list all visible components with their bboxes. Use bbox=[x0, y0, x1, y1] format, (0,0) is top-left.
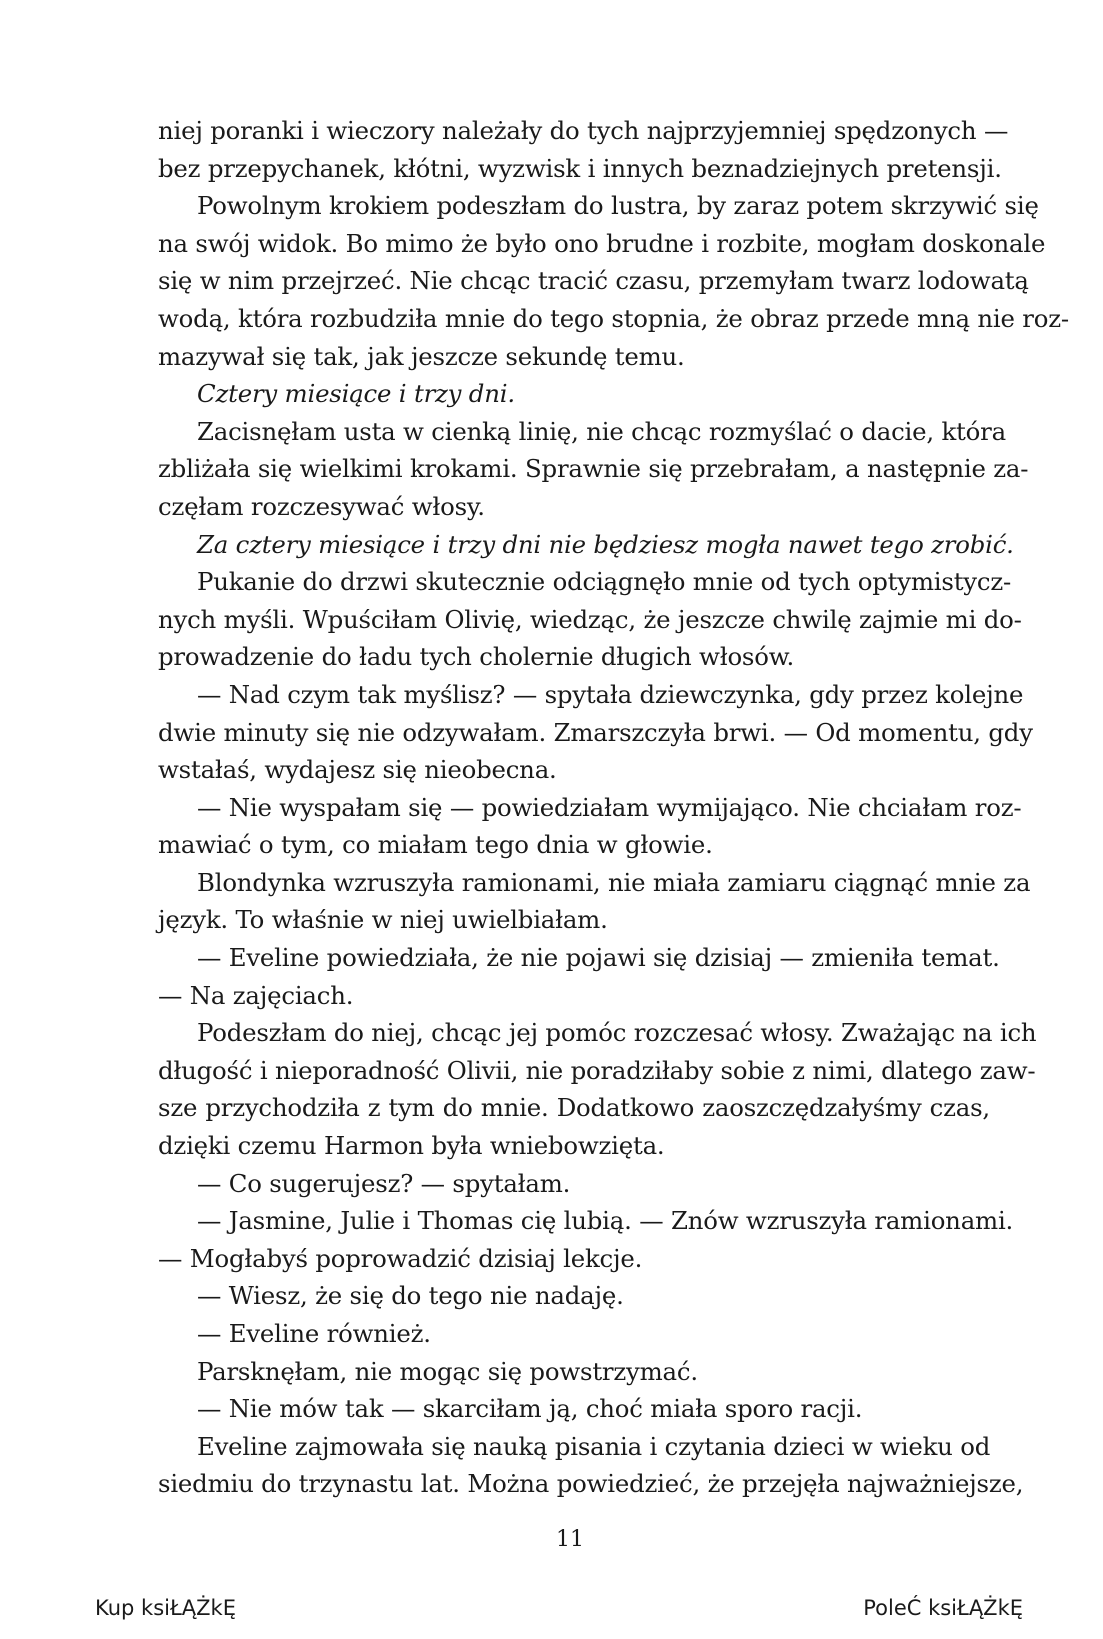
text-line: długość i nieporadność Olivii, nie poradziłaby sobie z nimi, dlatego zaw- bbox=[158, 1055, 1036, 1085]
text-line: — Nie mów tak — skarciłam ją, choć miała sporo racji. bbox=[197, 1394, 863, 1424]
text-line: na swój widok. Bo mimo że było ono brudne i rozbite, mogłam doskonale bbox=[158, 228, 1046, 258]
text-line: wstałaś, wydajesz się nieobecna. bbox=[158, 755, 557, 785]
text-line: wodą, która rozbudziła mnie do tego stopnia, że obraz przede mną nie roz- bbox=[158, 303, 1069, 333]
text-line: zbliżała się wielkimi krokami. Sprawnie się przebrałam, a następnie za- bbox=[158, 454, 1029, 484]
text-line: Pukanie do drzwi skutecznie odciągnęło mnie od tych optymistycz- bbox=[197, 567, 1012, 597]
text-line: — Eveline również. bbox=[197, 1319, 431, 1348]
text-line: mazywał się tak, jak jeszcze sekundę temu. bbox=[158, 341, 685, 371]
text-line: Zacisnęłam usta w cienką linię, nie chcąc rozmyślać o dacie, która bbox=[197, 416, 1006, 446]
text-line: język. To właśnie w niej uwielbiałam. bbox=[158, 905, 608, 935]
text-line: dwie minuty się nie odzywałam. Zmarszczyła brwi. — Od momentu, gdy bbox=[158, 717, 1033, 747]
text-line: Podeszłam do niej, chcąc jej pomóc rozczesać włosy. Zważając na ich bbox=[197, 1018, 1037, 1048]
text-line: — Nad czym tak myślisz? — spytała dziewczynka, gdy przez kolejne bbox=[197, 679, 1024, 709]
text-line: niej poranki i wieczory należały do tych najprzyjemniej spędzonych — bbox=[158, 116, 1009, 145]
page-body bbox=[158, 112, 1069, 1503]
text-line: częłam rozczesywać włosy. bbox=[158, 491, 485, 521]
page-number: 11 bbox=[556, 1527, 584, 1552]
text-line: siedmiu do trzynastu lat. Można powiedzieć, że przejęła najważniejsze, bbox=[158, 1469, 1024, 1499]
text-line: prowadzenie do ładu tych cholernie długich włosów. bbox=[158, 642, 795, 672]
text-line: Blondynka wzruszyła ramionami, nie miała zamiaru ciągnąć mnie za bbox=[197, 867, 1031, 897]
buy-book-link[interactable]: Kup ksiŁĄŻkĘ bbox=[95, 1596, 236, 1620]
text-line: mawiać o tym, co miałam tego dnia w głowie. bbox=[158, 830, 713, 860]
text-line: się w nim przejrzeć. Nie chcąc tracić czasu, przemyłam twarz lodowatą bbox=[158, 266, 1029, 296]
text-line: — Mogłabyś poprowadzić dzisiaj lekcje. bbox=[158, 1243, 643, 1273]
text-line: — Eveline powiedziała, że nie pojawi się dzisiaj — zmieniła temat. bbox=[197, 943, 1000, 973]
text-line: sze przychodziła z tym do mnie. Dodatkowo zaoszczędzałyśmy czas, bbox=[158, 1093, 990, 1123]
text-line: Parsknęłam, nie mogąc się powstrzymać. bbox=[197, 1356, 698, 1386]
text-line: nych myśli. Wpuściłam Olivię, wiedząc, że jeszcze chwilę zajmie mi do- bbox=[158, 604, 1022, 634]
text-line: — Jasmine, Julie i Thomas cię lubią. — Znów wzruszyła ramionami. bbox=[197, 1206, 1014, 1236]
text-line: dzięki czemu Harmon była wniebowzięta. bbox=[158, 1131, 665, 1161]
italic-text-line: Cztery miesiące i trzy dni. bbox=[197, 379, 515, 409]
text-line: — Nie wyspałam się — powiedziałam wymijająco. Nie chciałam roz- bbox=[197, 792, 1022, 822]
text-line: Eveline zajmowała się nauką pisania i czytania dzieci w wieku od bbox=[197, 1431, 991, 1461]
text-line: — Na zajęciach. bbox=[158, 980, 354, 1010]
text-line: — Co sugerujesz? — spytałam. bbox=[197, 1168, 571, 1198]
text-line: — Wiesz, że się do tego nie nadaję. bbox=[197, 1281, 624, 1311]
text-line: Powolnym krokiem podeszłam do lustra, by zaraz potem skrzywić się bbox=[197, 191, 1039, 221]
text-line: bez przepychanek, kłótni, wyzwisk i innych beznadziejnych pretensji. bbox=[158, 153, 1002, 183]
recommend-book-link[interactable]: PoleĆ ksiŁĄŻkĘ bbox=[863, 1596, 1023, 1620]
italic-text-line: Za cztery miesiące i trzy dni nie będziesz mogła nawet tego zrobić. bbox=[197, 529, 1014, 559]
